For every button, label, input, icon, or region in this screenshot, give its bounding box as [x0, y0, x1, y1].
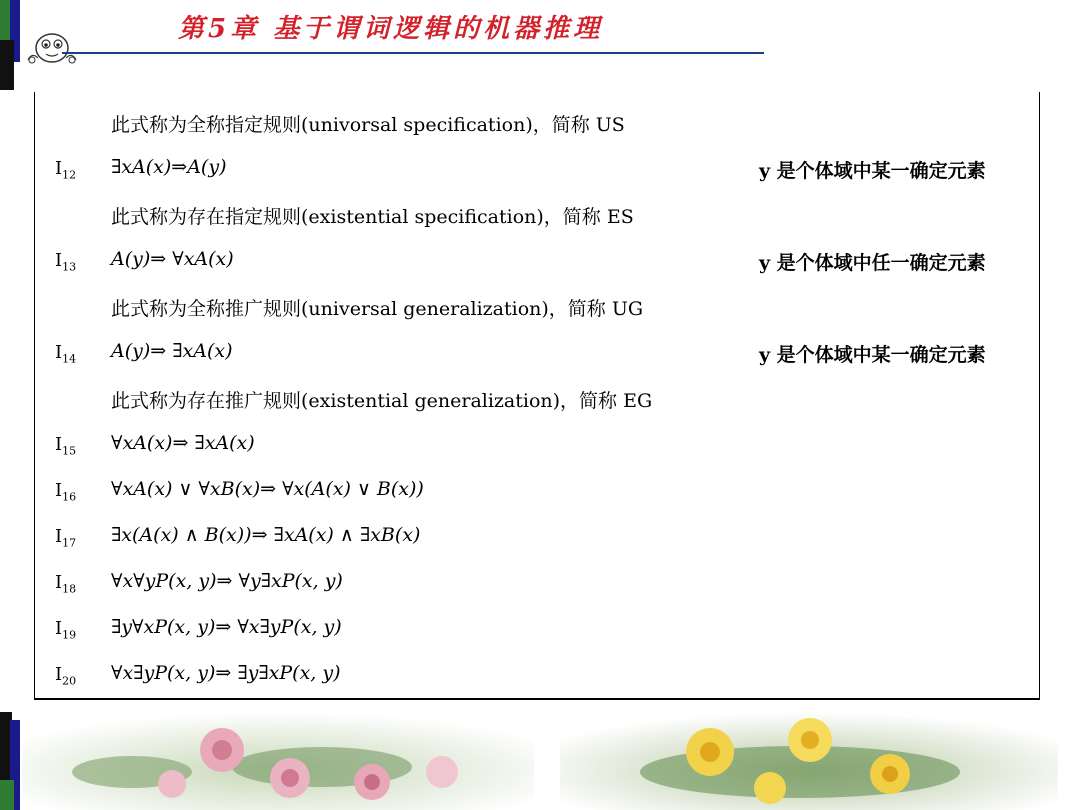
- rule-label-letter: I: [55, 618, 63, 639]
- rule-formula: ∀xA(x)⇒ ∃xA(x): [111, 432, 255, 454]
- rule-row: [35, 150, 1039, 190]
- rule-label-letter: I: [55, 434, 63, 455]
- rule-label: [55, 618, 76, 642]
- rule-description: 此式称为全称推广规则(universal generalization)，简称 UG: [111, 298, 644, 320]
- rule-label: [55, 158, 76, 182]
- rule-row: [35, 380, 1039, 420]
- rule-formula: ∃y∀xP(x, y)⇒ ∀x∃yP(x, y): [111, 616, 342, 638]
- rule-formula: ∃x(A(x) ∧ B(x))⇒ ∃xA(x) ∧ ∃xB(x): [111, 524, 421, 546]
- rule-formula: A(y)⇒ ∃xA(x): [111, 340, 233, 362]
- rule-label-letter: I: [55, 250, 63, 271]
- rule-description: 此式称为存在推广规则(existential generalization)，简称 EG: [111, 390, 653, 412]
- rule-label: [55, 434, 76, 458]
- rule-note: y 是个体域中任一确定元素: [759, 252, 986, 274]
- rule-label-number: 17: [62, 536, 77, 550]
- rule-label-number: 19: [62, 628, 77, 642]
- rule-label-letter: I: [55, 158, 63, 179]
- rule-label-letter: I: [55, 480, 63, 501]
- rule-row: [35, 196, 1039, 236]
- rule-label-number: 20: [62, 674, 77, 688]
- bottom-accent-bar-green: [0, 780, 14, 810]
- rule-label: [55, 480, 76, 504]
- rule-label-number: 16: [62, 490, 77, 504]
- rule-row: [35, 242, 1039, 282]
- rule-label: [55, 526, 76, 550]
- rule-row: [35, 288, 1039, 328]
- pink-roses-image: [22, 712, 534, 810]
- rule-formula: A(y)⇒ ∀xA(x): [111, 248, 234, 270]
- rule-row: [35, 518, 1039, 558]
- rule-note: y 是个体域中某一确定元素: [759, 344, 986, 366]
- rule-label-number: 15: [62, 444, 77, 458]
- rule-label-number: 18: [62, 582, 77, 596]
- left-accent-bar-dark: [0, 40, 14, 90]
- chapter-title: 第5章 基于谓词逻辑的机器推理: [178, 14, 604, 44]
- rule-label: [55, 572, 76, 596]
- rule-row: [35, 426, 1039, 466]
- rule-label: [55, 342, 76, 366]
- cartoon-face-icon: [22, 26, 82, 66]
- rule-description: 此式称为全称指定规则(univorsal specification)，简称 US: [111, 114, 625, 136]
- rule-row: [35, 104, 1039, 144]
- rule-label-letter: I: [55, 526, 63, 547]
- rule-label-number: 12: [62, 168, 77, 182]
- rule-formula: ∀x∀yP(x, y)⇒ ∀y∃xP(x, y): [111, 570, 343, 592]
- rule-label-letter: I: [55, 342, 63, 363]
- rule-label: [55, 664, 76, 688]
- rule-row: [35, 334, 1039, 374]
- header-divider: [62, 52, 764, 54]
- rule-label-letter: I: [55, 664, 63, 685]
- yellow-roses-image: [560, 712, 1058, 810]
- rule-row: [35, 656, 1039, 696]
- rule-formula: ∃xA(x)⇒A(y): [111, 156, 227, 178]
- rule-row: [35, 472, 1039, 512]
- rule-row: [35, 564, 1039, 604]
- rule-note: y 是个体域中某一确定元素: [759, 160, 986, 182]
- rule-label-letter: I: [55, 572, 63, 593]
- rule-description: 此式称为存在指定规则(existential specification)，简称 ES: [111, 206, 634, 228]
- rule-label-number: 14: [62, 352, 77, 366]
- rule-formula: ∀xA(x) ∨ ∀xB(x)⇒ ∀x(A(x) ∨ B(x)): [111, 478, 424, 500]
- rule-label: [55, 250, 76, 274]
- rule-formula: ∀x∃yP(x, y)⇒ ∃y∃xP(x, y): [111, 662, 341, 684]
- rule-row: [35, 610, 1039, 650]
- rule-label-number: 13: [62, 260, 77, 274]
- content-box: [34, 92, 1040, 700]
